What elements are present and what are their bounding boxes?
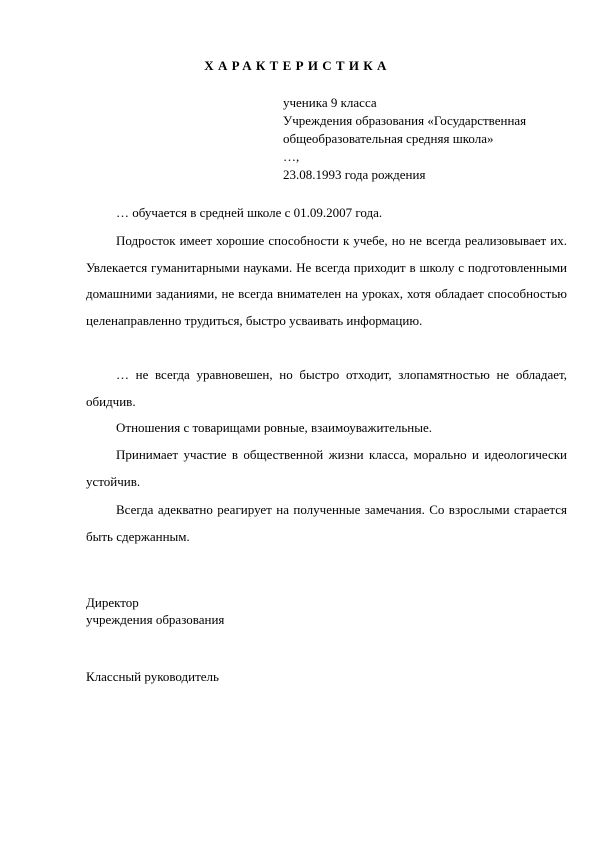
- student-name-placeholder: …,: [283, 149, 300, 164]
- student-grade: ученика 9 класса: [283, 95, 377, 110]
- paragraph-relations: Отношения с товарищами ровные, взаимоуважительные.: [116, 420, 432, 435]
- paragraph-social-life: Принимает участие в общественной жизни класса, морально и идеологически устойчив.: [86, 447, 567, 489]
- director-title: Директор: [86, 595, 139, 610]
- director-signature-block: [86, 594, 224, 628]
- paragraph-behavior: Всегда адекватно реагирует на полученные замечания. Со взрослыми старается быть сдержанным.: [86, 502, 567, 544]
- class-teacher-signature: Классный руководитель: [86, 669, 219, 684]
- document-title: ХАРАКТЕРИСТИКА: [204, 58, 391, 73]
- institution-name-line1: Учреждения образования «Государственная: [283, 113, 527, 128]
- director-institution: учреждения образования: [86, 612, 225, 627]
- paragraph-temperament: … не всегда уравновешен, но быстро отходит, злопамятностью не обладает, обидчив.: [86, 367, 567, 409]
- paragraph-abilities: Подросток имеет хорошие способности к учебе, но не всегда реализовывает их. Увлекается гуманитарными науками. Не всегда приходит в школу с подготовленными домашними заданиями, не всегда внимателен на уроках, хотя обладает способностью целенаправленно трудиться, быстро усваивать информацию.: [86, 233, 567, 328]
- institution-name-line2: общеобразовательная средняя школа»: [283, 131, 494, 146]
- paragraph-enrollment: … обучается в средней школе с 01.09.2007 года.: [116, 205, 383, 220]
- student-info-block: [283, 94, 583, 184]
- birth-date: 23.08.1993 года рождения: [283, 167, 426, 182]
